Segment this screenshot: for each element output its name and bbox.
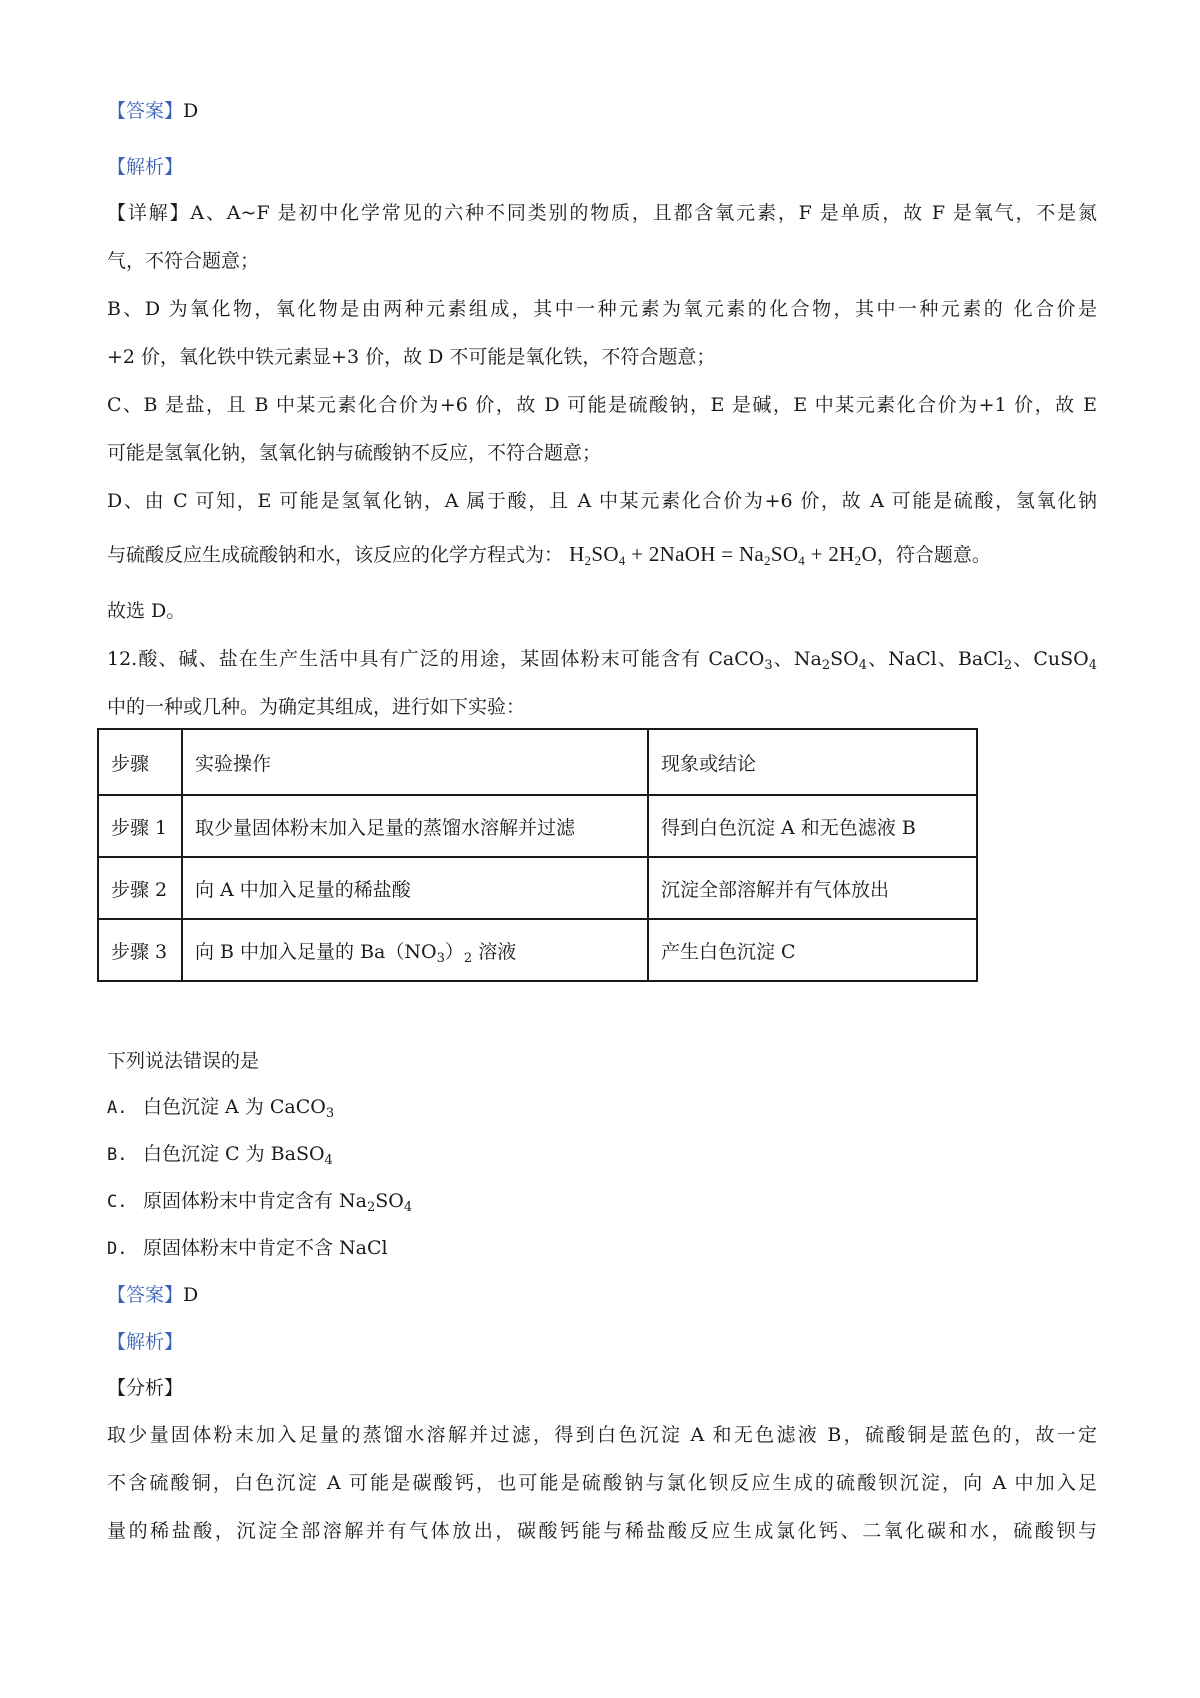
detail-para-a-line1 bbox=[107, 198, 1097, 225]
table-row bbox=[98, 857, 977, 919]
table-header-cell: 实验操作 bbox=[182, 729, 648, 795]
detail-para-c-line1: C、B 是盐，且 B 中某元素化合价为+6 价，故 D 可能是硫酸钠，E 是碱，E 中某元素化合价为+1 价，故 E bbox=[107, 394, 1097, 416]
analysis-line2: 不含硫酸铜，白色沉淀 A 可能是碳酸钙，也可能是硫酸钠与氯化钡反应生成的硫酸钡沉淀，向 A 中加入足 bbox=[107, 1472, 1097, 1494]
table-cell: 向 B 中加入足量的 $Ba(NO_3)_2$ 溶液 bbox=[182, 919, 648, 981]
table-row bbox=[98, 919, 977, 981]
detail-text: A、A~F 是初中化学常见的六种不同类别的物质，且都含氧元素，F 是单质，故 F 是氧气，不是氮 bbox=[190, 202, 1097, 224]
detail-conclusion: 故选 D。 bbox=[107, 600, 186, 622]
answer-line-2 bbox=[107, 1280, 198, 1307]
equation-lead-text: 与硫酸反应生成硫酸钠和水，该反应的化学方程式为： bbox=[107, 544, 564, 566]
option-d bbox=[107, 1233, 388, 1260]
equation-trail-text: ，符合题意。 bbox=[876, 544, 991, 566]
table-cell: 步骤 1 bbox=[98, 795, 182, 857]
table-header-row bbox=[98, 729, 977, 795]
chemical-equation: $H_2SO_4$ + 2NaOH = $Na_2SO_4 + 2H_2O$ bbox=[569, 542, 877, 568]
table-cell: 取少量固体粉末加入足量的蒸馏水溶解并过滤 bbox=[182, 795, 648, 857]
option-b: B. 白色沉淀 C 为 BaSO$_4$ bbox=[107, 1143, 333, 1168]
analysis-line3: 量的稀盐酸，沉淀全部溶解并有气体放出，碳酸钙能与稀盐酸反应生成氯化钙、二氧化碳和水，硫酸钡与 bbox=[107, 1520, 1097, 1542]
answer-value: D bbox=[183, 100, 199, 122]
detail-para-a-line2: 气，不符合题意； bbox=[107, 250, 260, 272]
option-text: 白色沉淀 A 为 CaCO bbox=[143, 1096, 326, 1118]
question-prompt: 下列说法错误的是 bbox=[107, 1050, 260, 1072]
option-text: 原固体粉末中肯定含有 Na bbox=[143, 1190, 367, 1212]
detail-tag: 【详解】 bbox=[107, 202, 191, 224]
detail-para-d-line1: D、由 C 可知，E 可能是氢氧化钠，A 属于酸，且 A 中某元素化合价为+6 价，故 A 可能是硫酸，氢氧化钠 bbox=[107, 490, 1097, 512]
table-cell: 步骤 2 bbox=[98, 857, 182, 919]
option-a: A. 白色沉淀 A 为 CaCO$_3$ bbox=[107, 1096, 335, 1121]
detail-para-c-line2: 可能是氢氧化钠，氢氧化钠与硫酸钠不反应，不符合题意； bbox=[107, 442, 602, 464]
table-cell: 得到白色沉淀 A 和无色滤液 B bbox=[648, 795, 977, 857]
answer-line bbox=[107, 96, 198, 123]
table-cell: 向 A 中加入足量的稀盐酸 bbox=[182, 857, 648, 919]
experiment-table bbox=[97, 728, 978, 982]
table-row bbox=[98, 795, 977, 857]
option-text: 原固体粉末中肯定不含 NaCl bbox=[143, 1237, 388, 1259]
question-intro-line2: 中的一种或几种。为确定其组成，进行如下实验： bbox=[107, 696, 526, 718]
table-header-cell: 步骤 bbox=[98, 729, 182, 795]
table-header-cell: 现象或结论 bbox=[648, 729, 977, 795]
analysis-tag-2: 【解析】 bbox=[107, 1331, 184, 1353]
table-cell: 产生白色沉淀 C bbox=[648, 919, 977, 981]
detail-para-b-line2: +2 价，氧化铁中铁元素显+3 价，故 D 不可能是氧化铁，不符合题意； bbox=[107, 346, 716, 368]
table-cell: 沉淀全部溶解并有气体放出 bbox=[648, 857, 977, 919]
analysis-line1: 取少量固体粉末加入足量的蒸馏水溶解并过滤，得到白色沉淀 A 和无色滤液 B，硫酸铜是蓝色的，故一定 bbox=[107, 1424, 1097, 1446]
analysis-tag: 【解析】 bbox=[107, 156, 184, 178]
option-letter: C. bbox=[107, 1192, 128, 1212]
option-letter: B. bbox=[107, 1145, 128, 1165]
detail-para-b-line1: B、D 为氧化物，氧化物是由两种元素组成，其中一种元素为氧元素的化合物，其中一种元素的 化合价是 bbox=[107, 298, 1097, 320]
answer-tag: 【答案】 bbox=[107, 1284, 184, 1306]
detail-para-d-line2 bbox=[107, 540, 991, 567]
fenxi-tag: 【分析】 bbox=[107, 1377, 184, 1399]
option-c: C. 原固体粉末中肯定含有 $Na_2SO_4$ bbox=[107, 1190, 413, 1215]
option-letter: A. bbox=[107, 1098, 128, 1118]
answer-tag: 【答案】 bbox=[107, 100, 184, 122]
option-text: 白色沉淀 C 为 BaSO bbox=[143, 1143, 325, 1165]
answer-value: D bbox=[183, 1284, 199, 1306]
option-letter: D. bbox=[107, 1239, 128, 1259]
question-intro-line1: 12.酸、碱、盐在生产生活中具有广泛的用途，某固体粉末可能含有 CaCO$_3$、$Na_2SO_4$、NaCl、BaCl$_2$、CuSO$_4$ bbox=[107, 648, 1097, 673]
table-cell: 步骤 3 bbox=[98, 919, 182, 981]
